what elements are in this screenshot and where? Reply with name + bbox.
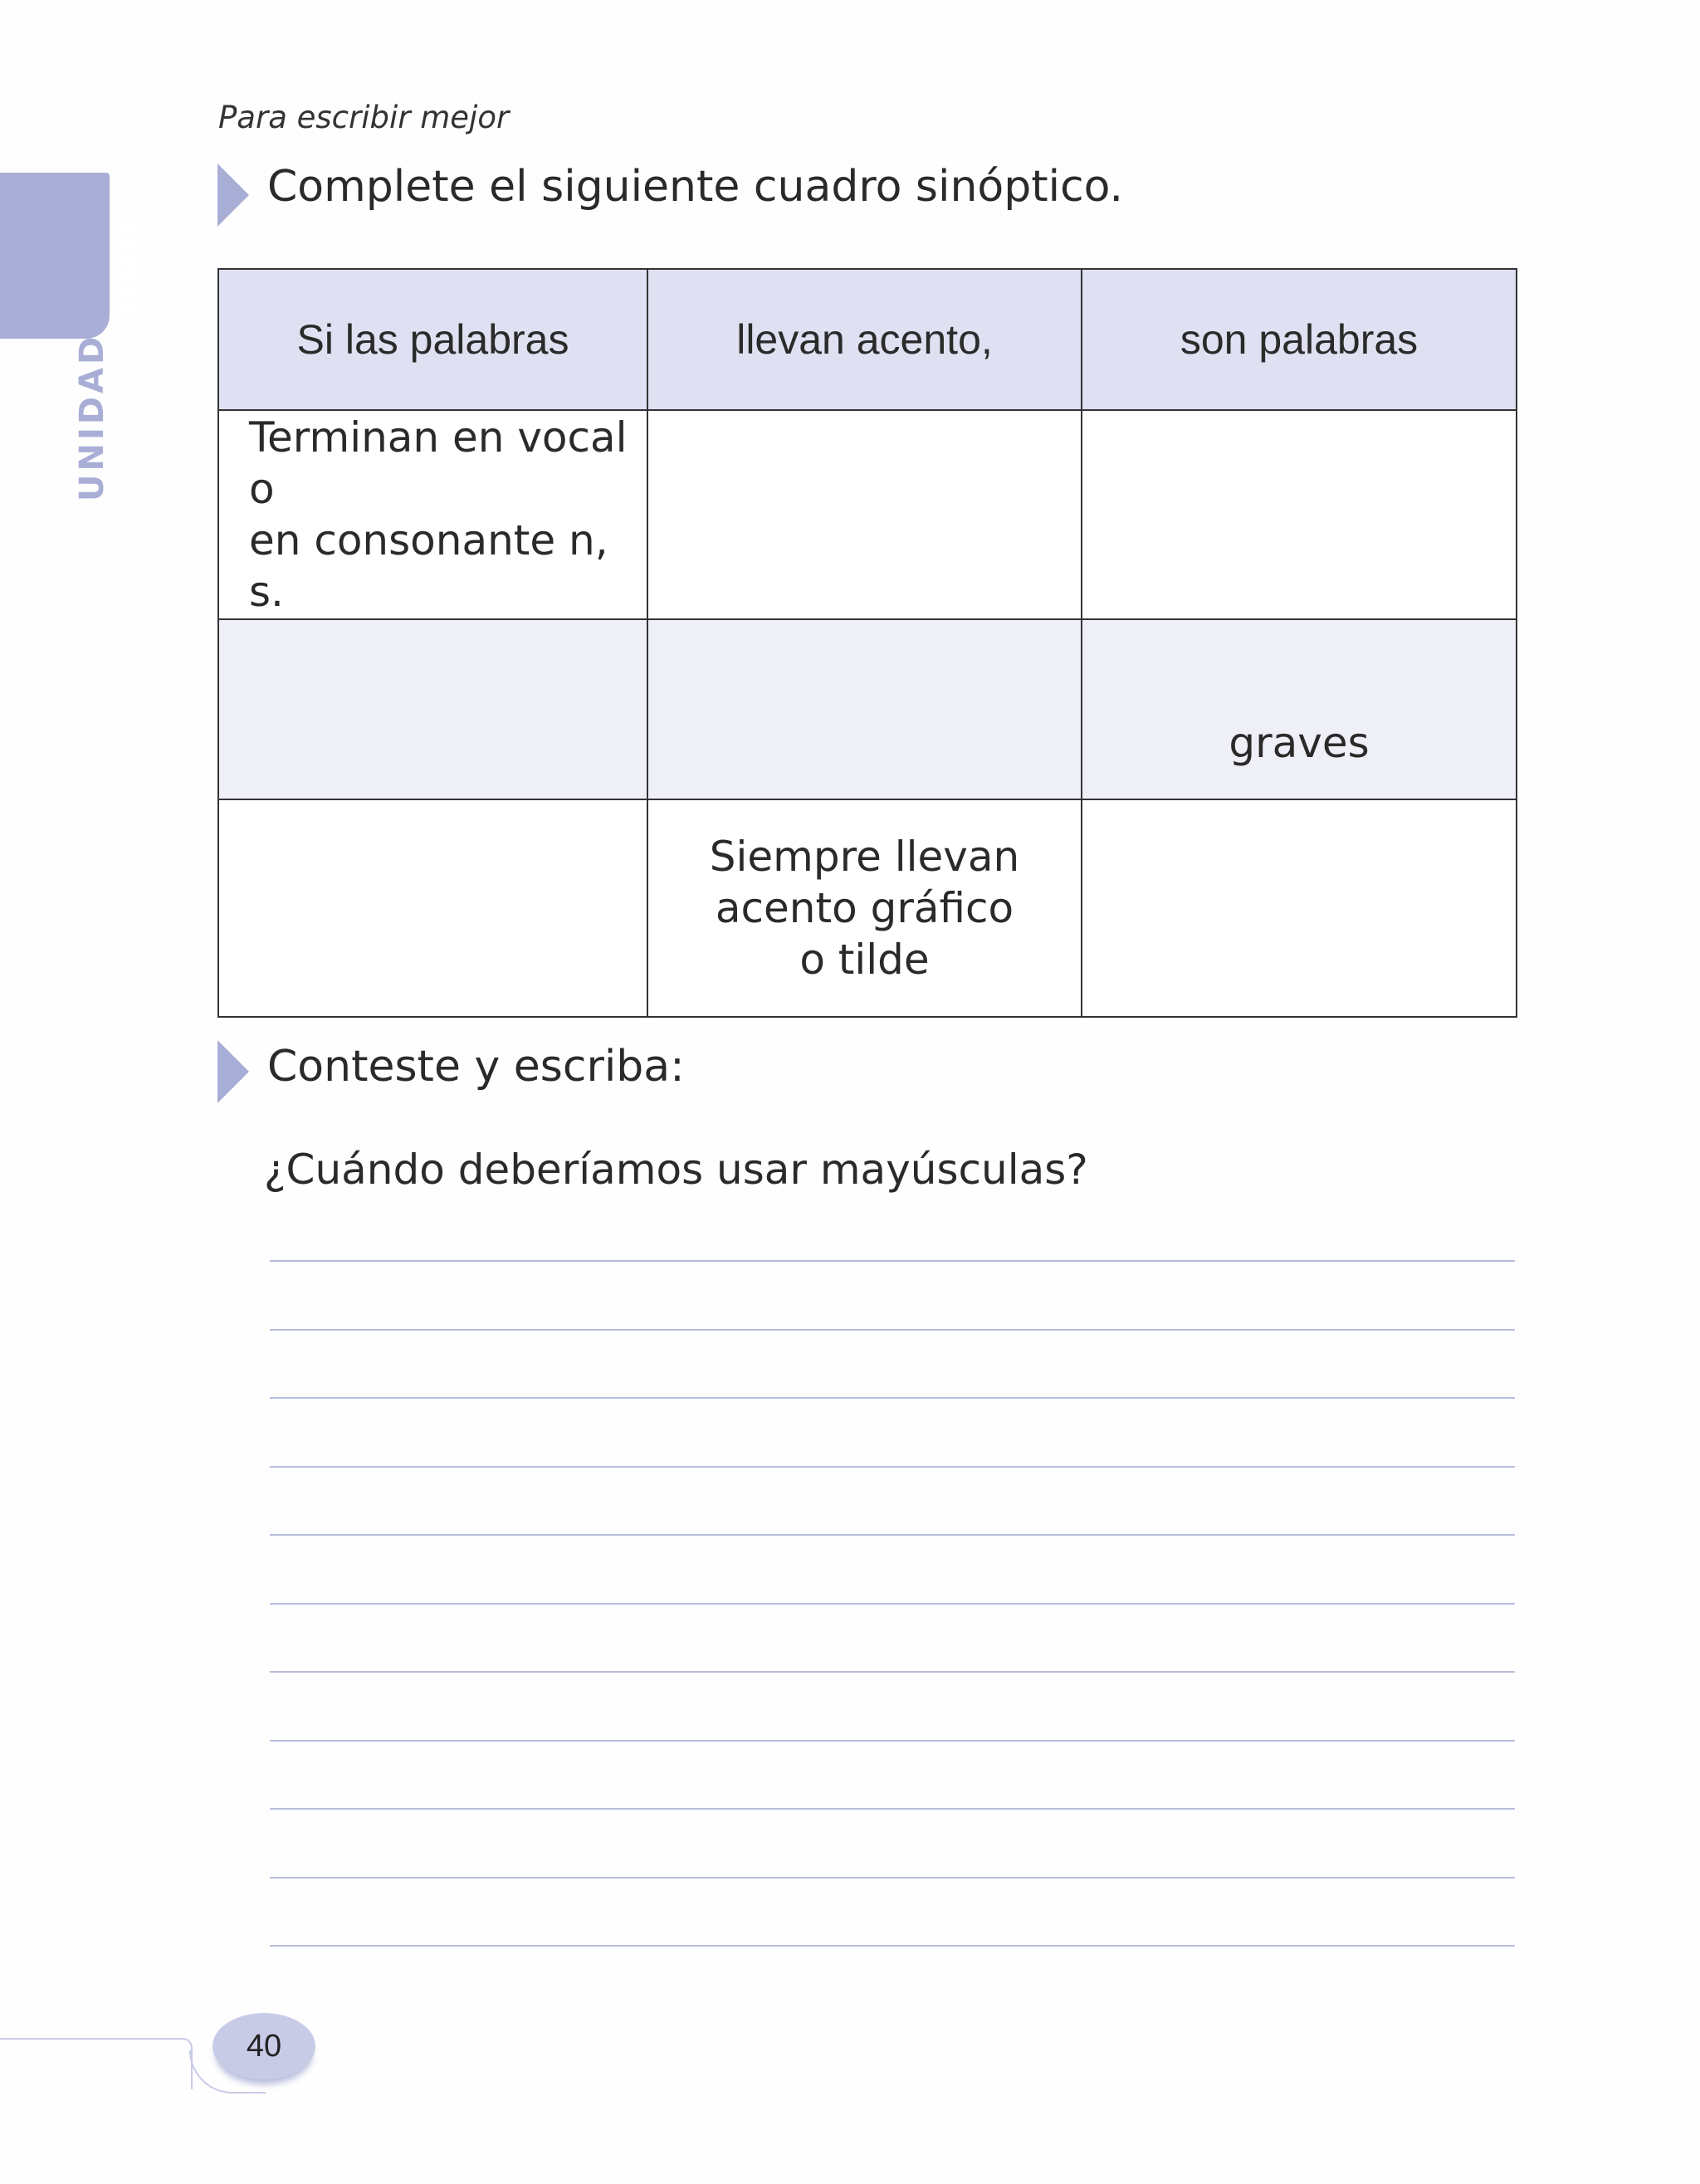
answer-line[interactable] bbox=[270, 1740, 1515, 1742]
cell-text-line: en consonante n, s. bbox=[249, 516, 608, 616]
table-cell-blank[interactable] bbox=[1082, 410, 1517, 619]
answer-line[interactable] bbox=[270, 1466, 1515, 1468]
table-header-cell: son palabras bbox=[1082, 269, 1517, 410]
table-cell-graves: graves bbox=[1082, 619, 1517, 799]
unit-word-label: UNIDAD bbox=[73, 333, 111, 501]
answer-line[interactable] bbox=[270, 1808, 1515, 1810]
instruction-arrow-icon bbox=[217, 1040, 249, 1103]
table-header-row bbox=[218, 269, 1517, 410]
answer-line[interactable] bbox=[270, 1603, 1515, 1605]
question-text: ¿Cuándo deberíamos usar mayúsculas? bbox=[264, 1146, 1088, 1194]
table-cell-esdrujulas-rule bbox=[647, 799, 1082, 1017]
table-row bbox=[218, 799, 1517, 1017]
table-cell-blank[interactable] bbox=[218, 619, 647, 799]
answer-line[interactable] bbox=[270, 1945, 1515, 1947]
table-cell-agudas-condition bbox=[218, 410, 647, 619]
unit-side-tab bbox=[0, 173, 110, 339]
table-header-cell: Si las palabras bbox=[218, 269, 647, 410]
answer-line[interactable] bbox=[270, 1534, 1515, 1536]
cell-text-line: Siempre llevan bbox=[709, 833, 1020, 881]
table-cell-blank[interactable] bbox=[647, 410, 1082, 619]
instruction-answer-question: Conteste y escriba: bbox=[267, 1042, 685, 1092]
table-cell-blank[interactable] bbox=[218, 799, 647, 1017]
answer-line[interactable] bbox=[270, 1329, 1515, 1331]
answer-line[interactable] bbox=[270, 1671, 1515, 1673]
table-cell-blank[interactable] bbox=[1082, 799, 1517, 1017]
answer-line[interactable] bbox=[270, 1877, 1515, 1879]
unit-number-label: UNO bbox=[110, 221, 149, 314]
page-number: 40 bbox=[246, 2029, 282, 2064]
answer-line[interactable] bbox=[270, 1260, 1515, 1262]
answer-line[interactable] bbox=[270, 1397, 1515, 1399]
footer-rule bbox=[0, 2038, 193, 2089]
instruction-complete-table: Complete el siguiente cuadro sinóptico. bbox=[267, 162, 1124, 212]
cell-text-line: Terminan en vocal o bbox=[249, 413, 628, 513]
cell-text-line: o tilde bbox=[799, 936, 930, 984]
table-cell-blank[interactable] bbox=[647, 619, 1082, 799]
synoptic-table bbox=[217, 268, 1517, 1018]
table-row bbox=[218, 410, 1517, 619]
table-header-cell: llevan acento, bbox=[647, 269, 1082, 410]
page-header-caption: Para escribir mejor bbox=[218, 100, 510, 135]
instruction-arrow-icon bbox=[217, 164, 249, 227]
table-row bbox=[218, 619, 1517, 799]
cell-text-line: acento gráfico bbox=[715, 884, 1014, 932]
